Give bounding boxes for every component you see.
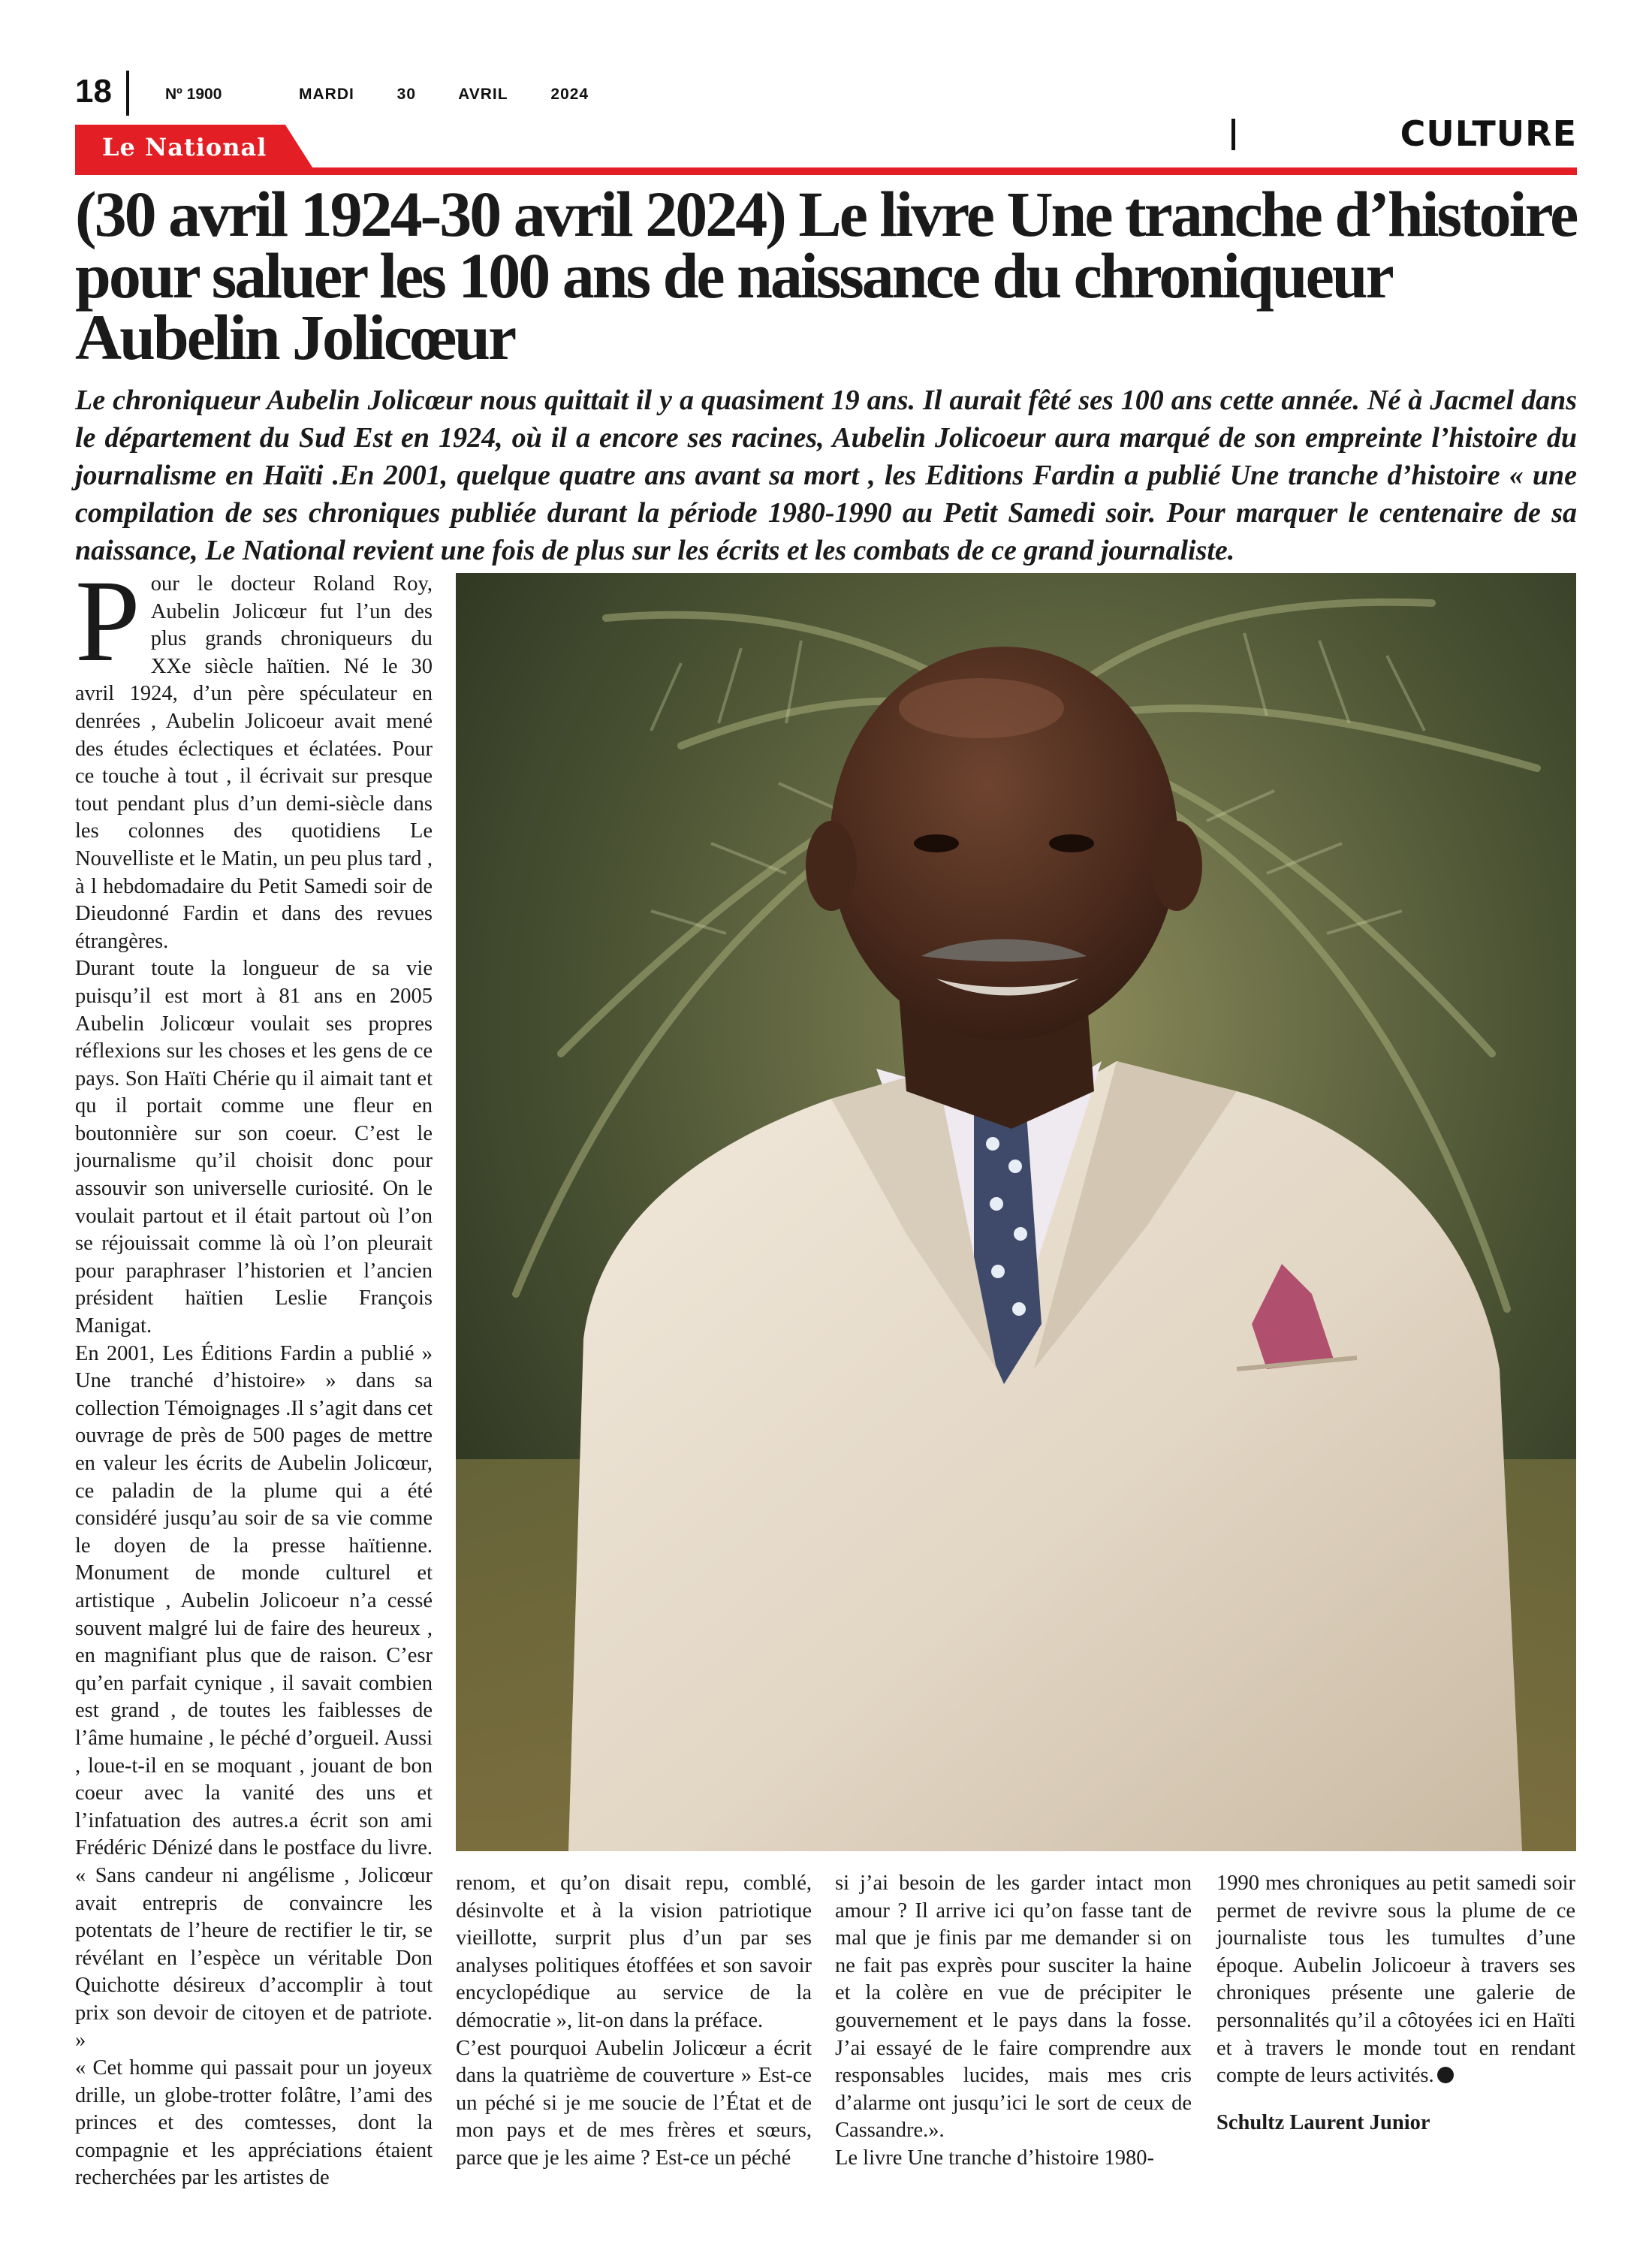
date-day: 30 [396, 86, 417, 103]
paragraph-text: our le docteur Roland Roy, Aubelin Jolicœur fut l’un des plus grands chroniqueurs du XXe siècle haïtien. Né le 30 avril 1924, d’un père spéculateur en denrées , Aubelin Jolicoeur avait mené des études éclectiques et éclatées. Pour ce touche à tout , il écrivait sur presque tout pendant plus d’un demi-siècle dans les colonnes des quotidiens Le Nouvelliste et le Matin, un peu plus tard , à l hebdomadaire du Petit Samedi soir de Dieudonné Fardin et dans des revues étrangères. [75, 572, 433, 953]
section-divider [1231, 119, 1235, 150]
paragraph: renom, et qu’on disait repu, comblé, désinvolte et à la vision patriotique vieillotte, surprit plus d’un par ses analyses politiques étoffées et son savoir encyclopédique au service de la démocratie », lit-on dans la préface. [456, 1871, 812, 2032]
drop-cap: P [75, 556, 140, 686]
portrait-photo-illustration [456, 573, 1576, 1851]
issue-date [299, 86, 610, 104]
paragraph: En 2001, Les Éditions Fardin a publié » Une tranché d’histoire» » dans sa collection Témoignages .Il s’agit dans cet ouvrage de près de 500 pages de mettre en valeur les écrits de Aubelin Jolicœur, ce paladin de la plume qui a été considéré jusqu’au soir de sa vie comme le doyen de la presse haïtienne. Monument de monde culturel et artistique , Aubelin Jolicoeur n’a cessé souvent malgré lui de faire des heureux , en magnifiant plus que de raison. C’esr qu’en parfait cynique , il savait combien est grand , de toutes les faiblesses de l’âme humaine , le péché d’orgueil. Aussi , loue-t-il en se moquant , jouant de bon coeur avec la vanité des uns et l’infatuation des autres.a écrit son ami Frédéric Dénizé dans le postface du livre. « Sans candeur ni angélisme , Jolicœur avait entrepris de convaincre les potentats de l’heure de rectifier le tir, se révélant en l’espèce un véritable Don Quichotte désireux d’accomplir à tout prix son devoir de citoyen et de patriote. » [75, 1341, 433, 2052]
paragraph [1216, 1870, 1575, 2090]
paragraph-text: 1990 mes chroniques au petit samedi soir permet de revivre sous la plume de ce journaliste tous les tumultes d’une époque. Aubelin Jolicoeur à travers ses chroniques présente une galerie de personnalités qu’il a côtoyées ici en Haïti et à travers le monde tout en rendant compte de leurs activités. [1216, 1871, 1575, 2088]
paragraph: Durant toute la longueur de sa vie puisqu’il est mort à 81 ans en 2005 Aubelin Jolicœur voulait ses propres réflexions sur les choses et les gens de ce pays. Son Haïti Chérie qu il aimait tant et qu il portait comme une fleur en boutonnière sur son coeur. C’est le journalisme qu’il choisit donc pour assouvir son universelle curiosité. On le voulait partout et il était partout où l’on se réjouissait comme là où l’on pleurait pour paraphraser l’historien et l’ancien président haïtien Leslie François Manigat. [75, 957, 433, 1338]
article-lead: Le chroniqueur Aubelin Jolicœur nous quittait il y a quasiment 19 ans. Il aurait fêté ses 100 ans cette année. Né à Jacmel dans le département du Sud Est en 1924, où il a encore ses racines, Aubelin Jolicoeur aura marqué de son empreinte l’histoire du journalisme en Haïti .En 2001, quelque quatre ans avant sa mort , les Editions Fardin a publié Une tranche d’histoire « une compilation de ses chroniques publiée durant la période 1980-1990 au Petit Samedi soir. Pour marquer le centenaire de sa naissance, Le National revient une fois de plus sur les écrits et les combats de ce grand journaliste. [75, 385, 1577, 566]
portrait-photo [456, 573, 1576, 1851]
date-weekday: MARDI [299, 86, 354, 103]
page-number-divider [126, 71, 129, 116]
header-red-rule [75, 167, 1577, 175]
date-month: AVRIL [458, 86, 508, 103]
author-byline: Schultz Laurent Junior [1216, 2110, 1430, 2134]
paragraph: C’est pourquoi Aubelin Jolicœur a écrit dans la quatrième de couverture » Est-ce un péché si je me soucie de l’État et de mon pays et de mes frères et sœurs, parce que je les aime ? Est-ce un péché [456, 2036, 812, 2170]
paragraph: « Cet homme qui passait pour un joyeux drille, un globe-trotter folâtre, l’ami des princes et des comtesses, dont la compagnie et les appréciations étaient recherchées par les artistes de [75, 2056, 433, 2190]
paragraph: si j’ai besoin de les garder intact mon amour ? Il arrive ici qu’on fasse tant de mal que je finis par me demander si on ne fait pas exprès pour susciter la haine et la colère en vue de précipiter le gouvernement et le pays dans la fosse. J’ai essayé de le faire comprendre aux responsables lucides, mais mes cris d’alarme ont jusqu’ici le sort de ceux de Cassandre.». [835, 1871, 1192, 2143]
article-column-3 [835, 1870, 1192, 2173]
paragraph [75, 556, 433, 955]
article-title: (30 avril 1924-30 avril 2024) Le livre Une tranche d’histoire pour saluer les 100 ans de naissance du chroniqueur Aubelin Jolicœur [75, 178, 1577, 373]
end-of-article-icon [1437, 2067, 1454, 2083]
page-number: 18 [75, 73, 112, 110]
article-column-2 [456, 1870, 812, 2173]
date-year: 2024 [550, 86, 589, 103]
section-label: CULTURE [1400, 113, 1577, 154]
publication-name: Le National [102, 133, 267, 161]
paragraph: Le livre Une tranche d’histoire 1980- [835, 2146, 1154, 2170]
issue-number: Nº 1900 [165, 86, 222, 103]
article-column-4 [1216, 1870, 1575, 2137]
article-column-1 [75, 556, 433, 2192]
